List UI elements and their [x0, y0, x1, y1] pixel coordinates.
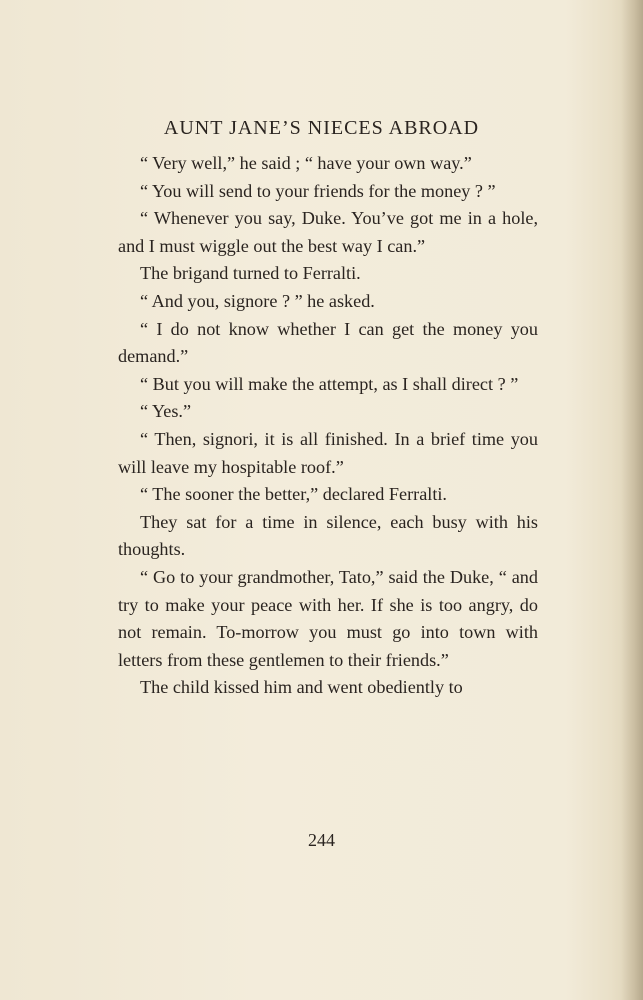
paragraph: They sat for a time in silence, each busy with his thoughts. [118, 511, 538, 560]
paragraph: “ You will send to your friends for the money ? ” [140, 180, 496, 201]
paragraph: “ Go to your grandmother, Tato,” said the Duke, “ and try to make your peace with her. If she is too angry, do not remain. To-morrow you must go into town with letters from these gentlemen to their friends.” [118, 566, 538, 670]
paragraph: The brigand turned to Ferralti. [140, 263, 361, 284]
paragraph: “ Then, signori, it is all finished. In a brief time you will leave my hospitable roof.” [118, 428, 538, 477]
paragraph: “ I do not know whether I can get the money you demand.” [118, 318, 538, 367]
paragraph: “ Yes.” [140, 401, 192, 422]
paragraph: “ The sooner the better,” declared Ferralti. [140, 484, 447, 505]
paragraph: “ And you, signore ? ” he asked. [140, 290, 375, 311]
paragraph: The child kissed him and went obediently to [140, 677, 463, 698]
paragraph: “ Very well,” he said ; “ have your own way.” [140, 153, 472, 173]
page-number: 244 [308, 830, 335, 850]
paragraph: “ But you will make the attempt, as I shall direct ? ” [140, 373, 519, 394]
running-title: AUNT JANE’S NIECES ABROAD [163, 117, 480, 139]
paragraph: “ Whenever you say, Duke. You’ve got me in a hole, and I must wiggle out the best way I can.” [118, 208, 538, 256]
body-text [118, 150, 538, 702]
